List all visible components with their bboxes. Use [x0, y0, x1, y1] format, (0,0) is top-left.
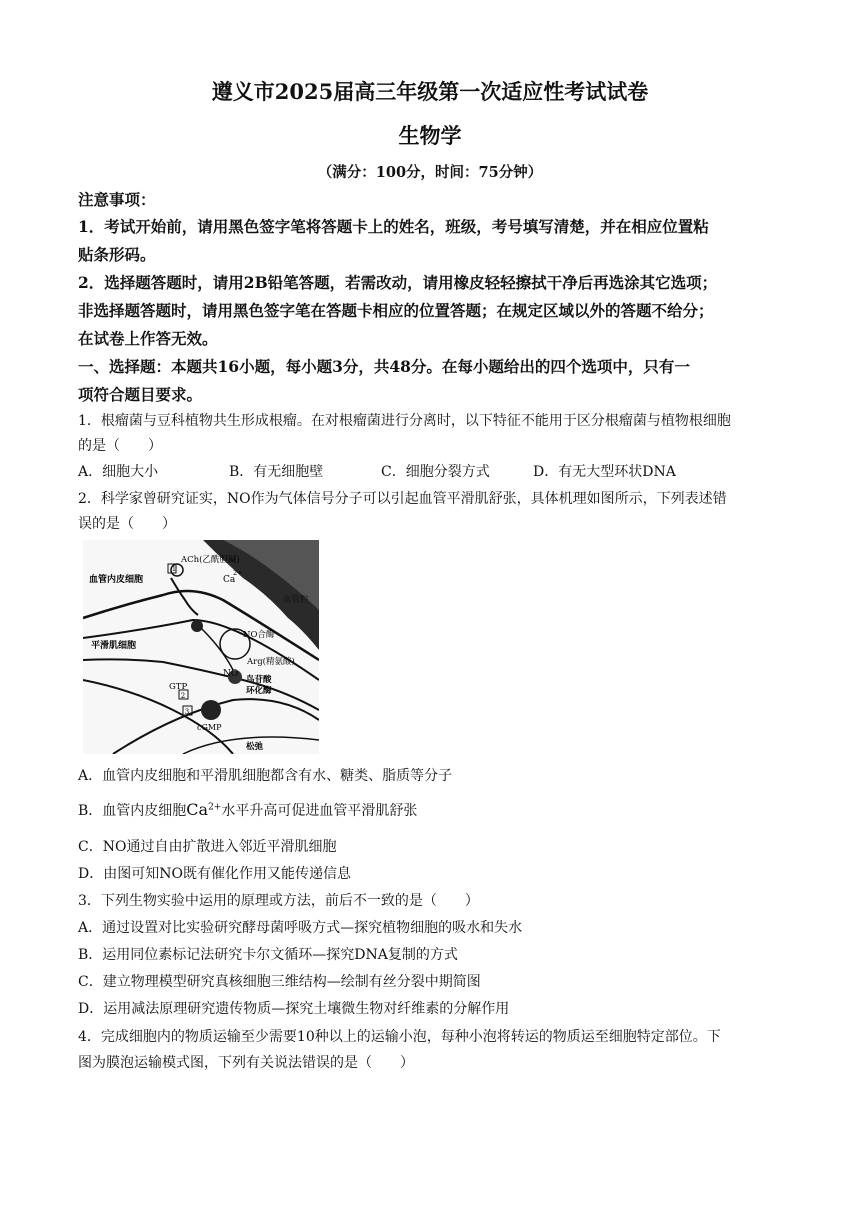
fig-label-n2: 2 — [180, 692, 186, 700]
q2-option-b-prefix: B．血管内皮细胞 — [78, 803, 187, 819]
fig-label-smooth-muscle: 平滑肌细胞 — [91, 641, 137, 651]
q2-option-b-suffix: 水平升高可促进血管平滑肌舒张 — [221, 803, 418, 819]
fig-label-relax: 松弛 — [246, 742, 264, 752]
q1-stem-line-1: 1．根瘤菌与豆科植物共生形成根瘤。在对根瘤菌进行分离时，以下特征不能用于区分根瘤菌与植物根细胞 — [78, 413, 731, 429]
notice-item-2-line-2: 非选择题答题时，请用黑色签字笔在答题卡相应的位置答题；在规定区域以外的答题不给分； — [78, 301, 714, 320]
section-1-heading: 一、选择题：本题共16小题，每小题3分，共48分。在每小题给出的四个选项中，只有一 — [78, 357, 690, 376]
fig-label-no-synthase: NO合酶 — [243, 630, 275, 640]
exam-subject: 生物学 — [398, 123, 462, 148]
q2-option-a: A．血管内皮细胞和平滑肌细胞都含有水、糖类、脂质等分子 — [78, 768, 453, 784]
notice-item-2-line-3: 在试卷上作答无效。 — [78, 329, 218, 348]
q3-option-c: C．建立物理模型研究真核细胞三维结构—绘制有丝分裂中期简图 — [78, 974, 481, 990]
fig-label-no: NO — [223, 669, 239, 679]
q2-option-c: C．NO通过自由扩散进入邻近平滑肌细胞 — [78, 839, 337, 855]
q3-option-b: B．运用同位素标记法研究卡尔文循环—探究DNA复制的方式 — [78, 947, 458, 963]
notice-item-1-line-1: 1．考试开始前，请用黑色签字笔将答题卡上的姓名，班级，考号填写清楚，并在相应位置粘 — [78, 217, 709, 236]
q2-option-b — [78, 800, 417, 820]
q4-stem-line-2: 图为膜泡运输模式图，下列有关说法错误的是（ ） — [78, 1055, 414, 1071]
q1-option-a: A．细胞大小 — [78, 464, 159, 480]
q2-option-b-calcium: Ca — [186, 800, 209, 819]
fig-label-lumen: 血管腔 — [283, 595, 309, 605]
q3-option-d: D．运用减法原理研究遗传物质—探究土壤微生物对纤维素的分解作用 — [78, 1001, 510, 1017]
cgmp-site — [201, 700, 221, 720]
fig-label-n3: 3 — [184, 708, 190, 716]
fig-label-gtp: GTP — [169, 682, 188, 692]
q1-option-d: D．有无大型环状DNA — [533, 464, 676, 480]
exam-title: 遵义市2025届高三年级第一次适应性考试试卷 — [211, 79, 649, 104]
fig-label-ach: ACh(乙酰胆碱) — [181, 555, 240, 565]
no-synthase-site — [191, 620, 203, 632]
fig-label-n1: 1 — [171, 565, 177, 573]
q3-stem: 3．下列生物实验中运用的原理或方法，前后不一致的是（ ） — [78, 893, 479, 909]
fig-label-endothelial: 血管内皮细胞 — [89, 575, 144, 585]
q1-option-b: B．有无细胞壁 — [229, 464, 324, 480]
notice-heading: 注意事项： — [78, 190, 156, 209]
q1-stem-line-2: 的是（ ） — [78, 438, 162, 454]
q1-option-c: C．细胞分裂方式 — [381, 464, 490, 480]
q2-stem-line-2: 误的是（ ） — [78, 516, 176, 532]
fig-label-cyclase: 环化酶 — [246, 686, 272, 696]
q2-option-b-calcium-charge: 2+ — [208, 802, 222, 813]
score-time: （满分：100分，时间：75分钟） — [317, 164, 543, 181]
section-1-heading-cont: 项符合题目要求。 — [78, 385, 203, 404]
q4-stem-line-1: 4．完成细胞内的物质运输至少需要10种以上的运输小泡，每种小泡将转运的物质运至细胞特定部位。下 — [78, 1029, 721, 1045]
q3-option-a: A．通过设置对比实验研究酵母菌呼吸方式—探究植物细胞的吸水和失水 — [78, 920, 523, 936]
fig-label-ca-sup: 2+ — [233, 569, 243, 577]
fig-label-cgmp: cGMP — [197, 723, 222, 732]
notice-item-1-line-2: 贴条形码。 — [78, 245, 156, 264]
fig-label-arg: Arg(精氨酸) — [247, 657, 295, 667]
fig-label-ca: Ca — [223, 575, 236, 585]
no-signaling-figure — [83, 540, 319, 754]
fig-label-guanylate: 鸟苷酸 — [246, 675, 272, 685]
notice-item-2-line-1: 2．选择题答题时，请用2B铅笔答题，若需改动，请用橡皮轻轻擦拭干净后再选涂其它选项； — [78, 273, 718, 292]
q2-stem-line-1: 2．科学家曾研究证实，NO作为气体信号分子可以引起血管平滑肌舒张，具体机理如图所示，下列表述错 — [78, 491, 727, 507]
q2-option-d: D．由图可知NO既有催化作用又能传递信息 — [78, 866, 351, 882]
